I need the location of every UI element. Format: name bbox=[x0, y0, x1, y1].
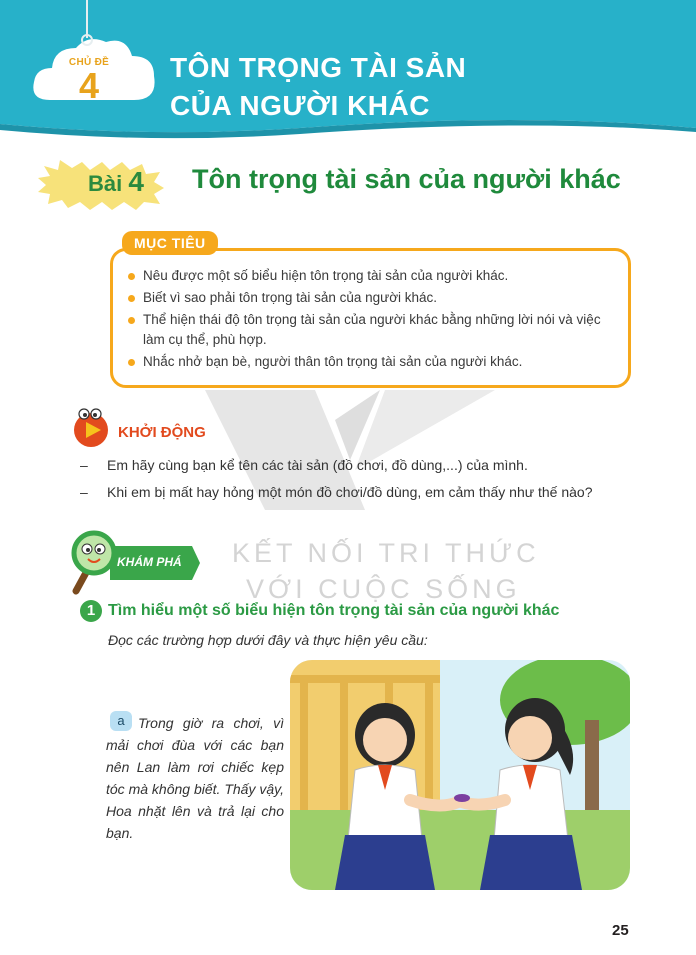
topic-title-line1: TÔN TRỌNG TÀI SẢN bbox=[170, 52, 467, 83]
activity-title: Tìm hiểu một số biểu hiện tôn trọng tài sản của người khác bbox=[108, 602, 560, 619]
explore-heading: KHÁM PHÁ bbox=[117, 555, 182, 569]
warmup-line bbox=[80, 484, 593, 500]
case-a-text: Trong giờ ra chơi, vì mải chơi đùa với các bạn nên Lan làm rơi chiếc kẹp tóc mà không biết. Thấy vậy, Hoa nhặt lên và trả lại cho bạn. bbox=[106, 715, 284, 841]
objective-item: Nhắc nhở bạn bè, người thân tôn trọng tài sản của người khác. bbox=[126, 352, 621, 372]
objective-item: Thể hiện thái độ tôn trọng tài sản của người khác bằng những lời nói và việc làm cụ thể, phù hợp. bbox=[126, 310, 621, 350]
magnifier-icon bbox=[66, 525, 116, 595]
lesson-badge-word: Bài bbox=[88, 171, 123, 196]
lesson-badge-number: 4 bbox=[128, 166, 144, 197]
page-number: 25 bbox=[612, 922, 629, 939]
watermark-line1: KẾT NỐI TRI THỨC bbox=[232, 538, 540, 568]
objectives-list bbox=[126, 266, 621, 374]
topic-title-line2: CỦA NGƯỜI KHÁC bbox=[170, 90, 430, 121]
dash-marker: – bbox=[80, 457, 88, 473]
warmup-line-text: Khi em bị mất hay hỏng một món đồ chơi/đồ dùng, em cảm thấy như thế nào? bbox=[107, 484, 593, 500]
objectives-label: MỤC TIÊU bbox=[122, 231, 218, 255]
illustration-two-girls bbox=[290, 660, 630, 890]
watermark-line2: VỚI CUỘC SỐNG bbox=[246, 574, 521, 604]
objective-item: Biết vì sao phải tôn trọng tài sản của người khác. bbox=[126, 288, 621, 308]
warmup-icon bbox=[70, 406, 112, 448]
case-a-label: a bbox=[110, 711, 132, 731]
dash-marker: – bbox=[80, 484, 88, 500]
lesson-title: Tôn trọng tài sản của người khác bbox=[192, 164, 621, 194]
warmup-line bbox=[80, 457, 528, 473]
topic-label: CHỦ ĐỀ bbox=[68, 57, 110, 68]
warmup-heading: KHỞI ĐỘNG bbox=[118, 424, 206, 441]
topic-number: 4 bbox=[78, 65, 100, 106]
activity-number: 1 bbox=[80, 600, 102, 622]
activity-instruction: Đọc các trường hợp dưới đây và thực hiện yêu cầu: bbox=[108, 632, 428, 648]
lesson-badge bbox=[88, 166, 144, 198]
warmup-line-text: Em hãy cùng bạn kể tên các tài sản (đồ chơi, đồ dùng,...) của mình. bbox=[107, 457, 528, 473]
objective-item: Nêu được một số biểu hiện tôn trọng tài sản của người khác. bbox=[126, 266, 621, 286]
watermark-logo bbox=[205, 380, 495, 530]
